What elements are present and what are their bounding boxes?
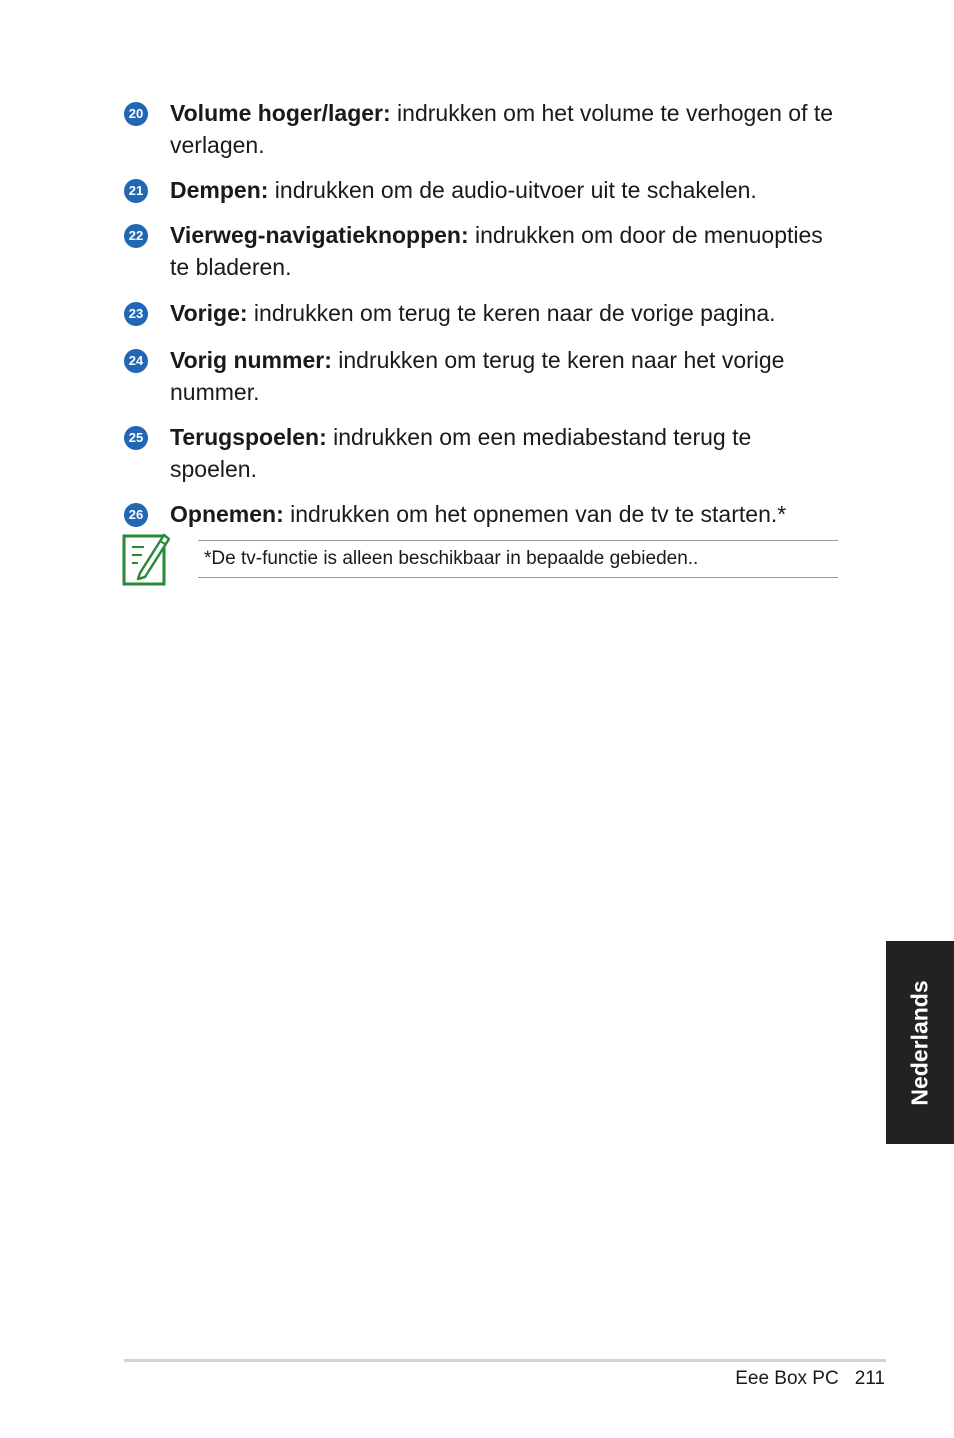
number-badge: 25 (124, 426, 148, 450)
list-item (124, 174, 844, 206)
number-badge: 21 (124, 179, 148, 203)
note-pencil-icon (122, 529, 170, 587)
list-item (124, 219, 844, 283)
item-term: Vierweg-navigatieknoppen: (170, 222, 469, 248)
note-box (198, 540, 838, 578)
list-item (124, 421, 844, 485)
number-badge: 23 (124, 302, 148, 326)
number-badge: 24 (124, 349, 148, 373)
item-term: Volume hoger/lager: (170, 100, 391, 126)
number-badge: 20 (124, 102, 148, 126)
list-item (124, 498, 844, 530)
item-description: indrukken om een mediabestand terug te spoelen. (170, 424, 752, 482)
language-side-tab (886, 941, 954, 1144)
page-footer (735, 1367, 885, 1391)
item-description: indrukken om het opnemen van de tv te starten.* (283, 501, 787, 527)
language-label: Nederlands (906, 979, 933, 1106)
page-number: 211 (854, 1368, 885, 1389)
footer-divider (124, 1359, 886, 1362)
item-description: indrukken om terug te keren naar het vorige nummer. (170, 347, 785, 405)
item-description: indrukken om de audio-uitvoer uit te schakelen. (268, 177, 757, 203)
footer-product: Eee Box PC (735, 1368, 839, 1389)
number-badge: 26 (124, 503, 148, 527)
list-item (124, 344, 844, 408)
item-term: Dempen: (170, 177, 269, 203)
item-term: Vorige: (170, 300, 248, 326)
list-item (124, 297, 844, 329)
item-description: indrukken om terug te keren naar de vorige pagina. (247, 300, 776, 326)
item-term: Opnemen: (170, 501, 284, 527)
item-description: indrukken om het volume te verhogen of te verlagen. (170, 100, 834, 158)
item-term: Vorig nummer: (170, 347, 332, 373)
note-text: *De tv-functie is alleen beschikbaar in bepaalde gebieden.. (204, 548, 699, 569)
item-term: Terugspoelen: (170, 424, 327, 450)
item-description: indrukken om door de menuopties te bladeren. (170, 222, 823, 280)
list-item (124, 97, 844, 161)
number-badge: 22 (124, 224, 148, 248)
